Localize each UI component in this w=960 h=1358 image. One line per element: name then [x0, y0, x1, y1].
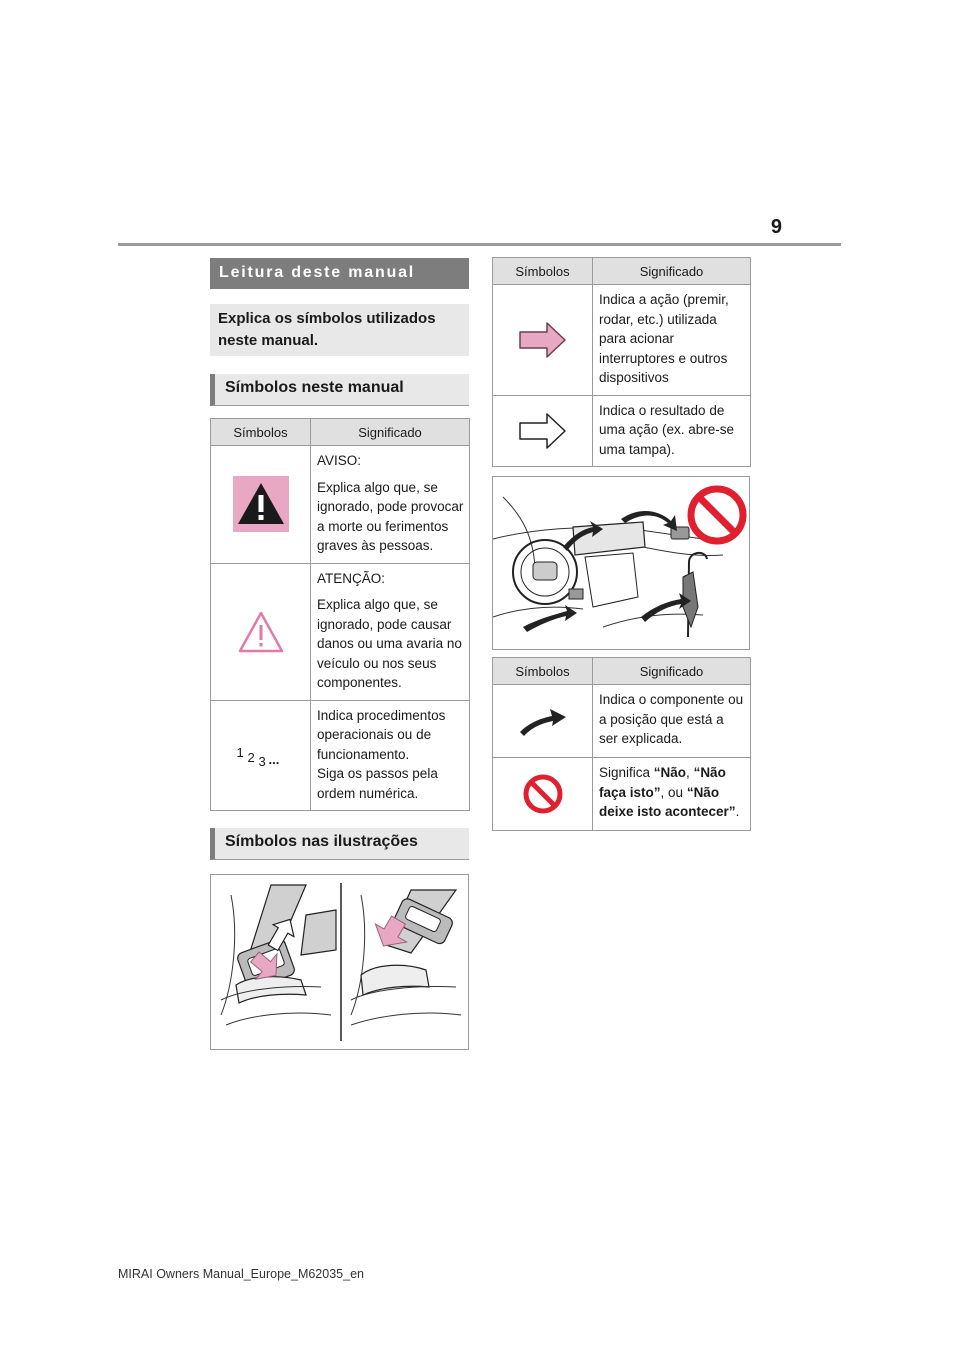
main-heading: Leitura deste manual [210, 258, 469, 289]
col-header-meaning: Significado [311, 419, 470, 446]
col-header-symbols: Símbolos [211, 419, 311, 446]
row-text: Indica o resultado de uma ação (ex. abre-se uma tampa). [599, 402, 735, 457]
row-text: Indica a ação (premir, rodar, etc.) utilizada para acionar interruptores e outros dispositivos [599, 292, 729, 385]
symbol-cell [211, 563, 311, 700]
table-row [211, 700, 470, 811]
symbol-cell [493, 758, 593, 831]
section-heading-illustrations: Símbolos nas ilustrações [210, 828, 469, 860]
meaning-cell [593, 758, 751, 831]
row-text: Indica procedimentos operacionais ou de funcionamento. [317, 707, 446, 762]
col-header-meaning: Significado [593, 258, 751, 285]
symbol-cell [211, 446, 311, 564]
symbol-cell [493, 685, 593, 758]
prohibition-icon [522, 773, 564, 815]
table-row [493, 395, 751, 467]
illustration-symbols-table [492, 657, 751, 831]
meaning-cell [593, 395, 751, 467]
seatbelt-illustration [210, 874, 469, 1050]
dashboard-drawing [493, 477, 749, 649]
row-text-2: Siga os passos pela ordem numérica. [317, 766, 438, 801]
symbol-cell [493, 285, 593, 396]
col-header-meaning: Significado [593, 658, 751, 685]
table-row [493, 758, 751, 831]
action-arrow-icon [519, 322, 567, 358]
row-text: Indica o componente ou a posição que está a ser explicada. [599, 692, 744, 746]
meaning-cell [593, 285, 751, 396]
intro-box: Explica os símbolos utilizados neste manual. [210, 304, 469, 356]
row-text: Explica algo que, se ignorado, pode causar danos ou uma avaria no veículo ou nos seus componentes. [317, 597, 462, 690]
table-row [493, 685, 751, 758]
top-rule [118, 243, 841, 246]
warning-filled-icon [233, 476, 289, 532]
page-number: 9 [770, 216, 782, 238]
section-heading-symbols: Símbolos neste manual [210, 374, 469, 406]
table-row [211, 563, 470, 700]
result-arrow-icon [519, 413, 567, 449]
table-row [493, 285, 751, 396]
footer-text: MIRAI Owners Manual_Europe_M62035_en [118, 1267, 364, 1281]
meaning-cell [311, 446, 470, 564]
meaning-cell [593, 685, 751, 758]
caution-outline-icon [237, 610, 285, 654]
col-header-symbols: Símbolos [493, 658, 593, 685]
action-symbols-table [492, 257, 751, 467]
table-row [211, 446, 470, 564]
col-header-symbols: Símbolos [493, 258, 593, 285]
row-title: ATENÇÃO: [317, 570, 386, 586]
step-numbers-icon: 1 2 3 ... [236, 745, 280, 770]
symbol-cell [493, 395, 593, 467]
row-title: AVISO: [317, 453, 362, 468]
pointer-arrow-icon [518, 706, 568, 736]
meaning-cell [311, 700, 470, 811]
symbol-cell [211, 700, 311, 811]
meaning-cell [311, 563, 470, 700]
row-text: Explica algo que, se ignorado, pode provocar a morte ou ferimentos graves às pessoas. [317, 479, 464, 553]
symbols-table [210, 418, 470, 811]
seatbelt-drawing [211, 875, 468, 1049]
row-text: Significa “Não, “Não faça isto”, ou “Não deixe isto acontecer”. [599, 765, 740, 819]
dashboard-illustration [492, 476, 750, 650]
